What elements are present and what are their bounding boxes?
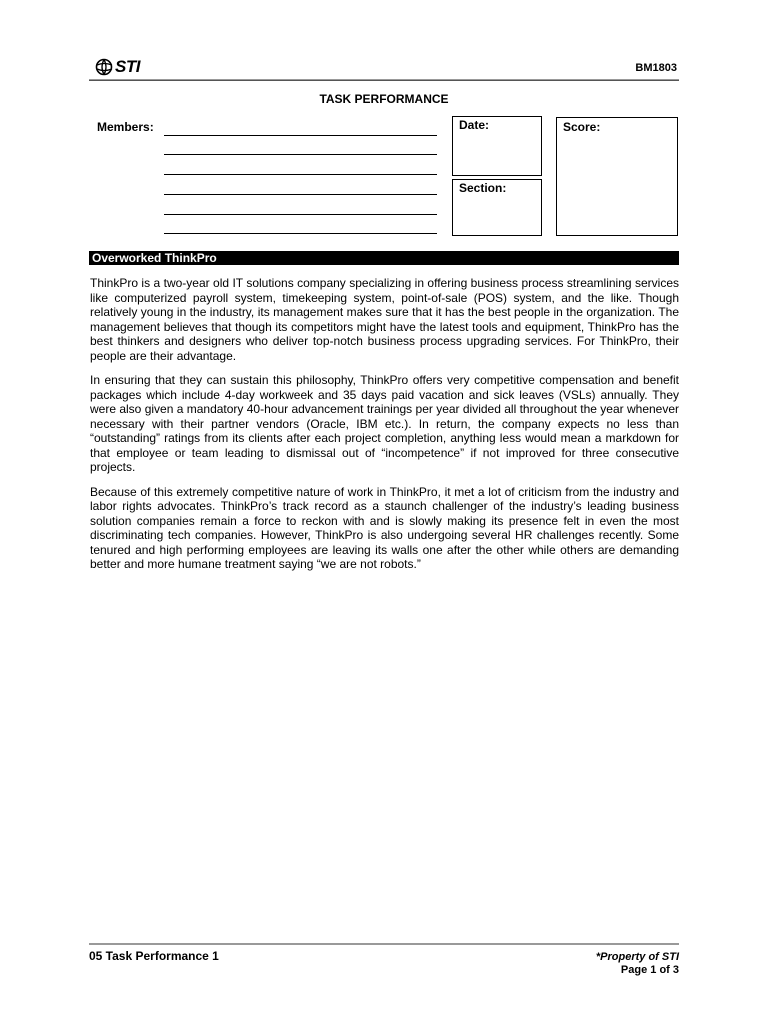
- paragraph-3: Because of this extremely competitive nature of work in ThinkPro, it met a lot of criticism from the industry and labor rights advocates. ThinkPro’s track record as a staunch challenger of the industry’s leading business solution companies remain a force to reckon with and is slowly making its presence felt in even the most discriminating tech companies. However, ThinkPro is also undergoing several HR challenges recently. Some tenured and high performing employees are leaving its walls one after the other while others are demanding better and more humane treatment saying “we are not robots.”: [90, 484, 679, 571]
- logo-text: STI: [115, 57, 140, 76]
- date-label: Date:: [459, 118, 490, 132]
- member-line-3[interactable]: [164, 174, 437, 175]
- score-label: Score:: [563, 120, 601, 134]
- score-box[interactable]: [556, 117, 678, 236]
- member-line-1[interactable]: [164, 135, 437, 136]
- footer-right: [596, 951, 679, 977]
- member-line-2[interactable]: [164, 154, 437, 155]
- members-label: Members:: [97, 120, 154, 134]
- sti-logo: [95, 57, 140, 77]
- footer-divider: [89, 943, 679, 945]
- page-title: TASK PERFORMANCE: [319, 92, 449, 106]
- document-code: BM1803: [635, 62, 677, 74]
- paragraph-2: In ensuring that they can sustain this philosophy, ThinkPro offers very competitive compensation and benefit packages which include 4-day workweek and 35 days paid vacation and sick leaves (VSLs) annually. They were also given a mandatory 40-hour advancement trainings per year divided all throughout the year whenever necessary with their partner vendors (Oracle, IBM etc.). In return, the company expects no less than “outstanding” ratings from its clients after each project completion, anything less would mean a markdown for that employee or team leading to dismissal out of “incompetence” if not improved for three consecutive projects.: [90, 373, 680, 474]
- case-text: [90, 276, 679, 582]
- section-box[interactable]: [452, 179, 542, 236]
- member-line-4[interactable]: [164, 194, 437, 195]
- section-heading: Overworked ThinkPro: [92, 251, 217, 265]
- section-heading-bar: [89, 251, 679, 265]
- date-box[interactable]: [452, 116, 542, 176]
- sti-globe-icon: [95, 58, 115, 76]
- paragraph-1: ThinkPro is a two-year old IT solutions company specializing in offering business process streamlining services like computerized payroll system, timekeeping system, point-of-sale (POS) system, and the like. Though relatively young in the industry, its management makes sure that it has the best people in the organization. The management believes that though its competitors might have the latest tools and equipment, ThinkPro has the best thinkers and designers who deliver top-notch business process upgrading services. For ThinkPro, their people are their advantage.: [90, 276, 679, 363]
- footer-label: 05 Task Performance 1: [89, 949, 219, 963]
- member-line-6[interactable]: [164, 233, 437, 234]
- header-divider: [89, 79, 679, 81]
- member-line-5[interactable]: [164, 214, 437, 215]
- section-label: Section:: [459, 181, 507, 195]
- property-notice: *Property of STI: [595, 951, 679, 963]
- page-number: Page 1 of 3: [620, 964, 679, 976]
